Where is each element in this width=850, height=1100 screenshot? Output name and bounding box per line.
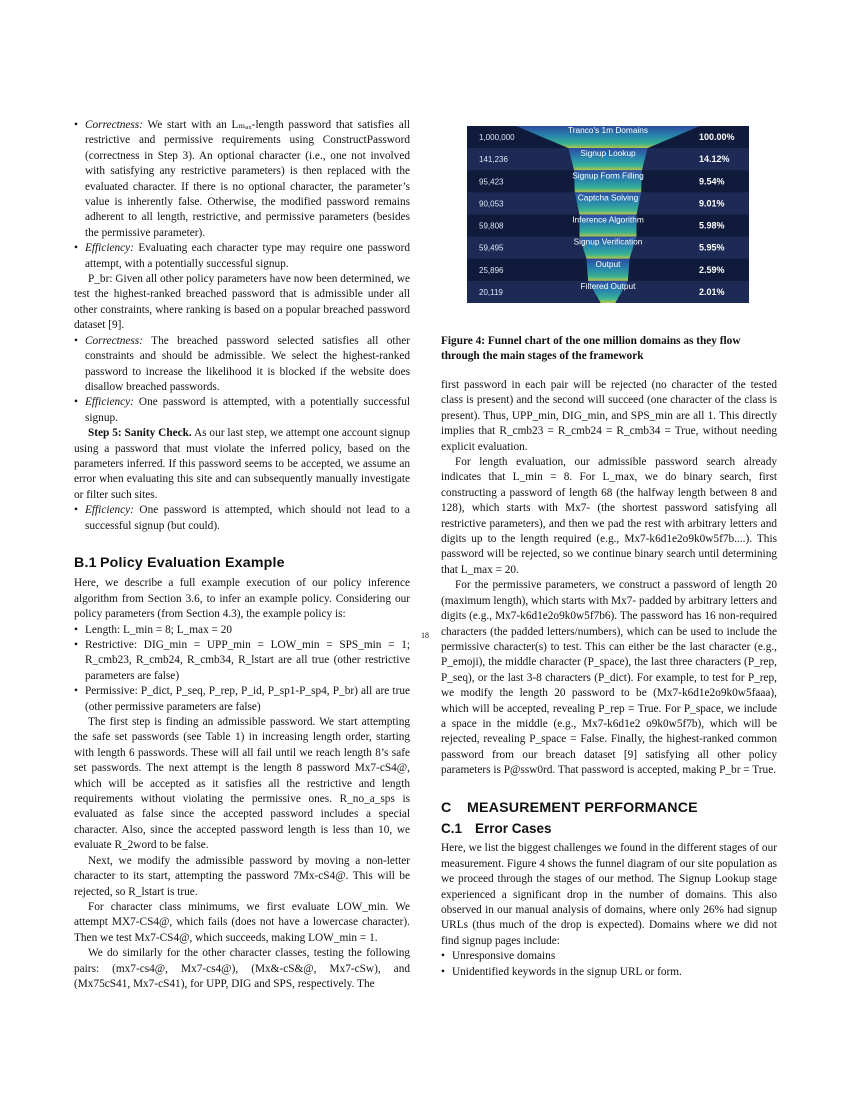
paragraph: Here, we describe a full example execution of our policy inference algorithm from Section 3.6, to infer an example policy. Considering our policy parameters (from Section 4.3), the example policy is: (74, 577, 410, 621)
funnel-chart-svg (467, 126, 749, 303)
section-heading: C MEASUREMENT PERFORMANCE (441, 799, 698, 816)
percent-label: 9.54% (699, 176, 725, 187)
subsection-heading: C.1 Error Cases (441, 820, 552, 836)
stage-label: Signup Verification (573, 236, 643, 247)
percent-label: 2.01% (699, 286, 725, 297)
paragraph: first password in each pair will be rejected (no character of the tested class is present) and the second will succeed (one character of the class is present). Thus, UPP_min, DIG_min, and SPS_min are all 1. This directly implies that R_cmb23 = R_cmb24 = R_cmb34 = True, without needing explicit evaluation. (441, 379, 777, 453)
list-item: • Efficiency: One password is attempted, with a potentially successful signup. (74, 395, 410, 426)
list-item: • Permissive: P_dict, P_seq, P_rep, P_id, P_sp1-P_sp4, P_br) all are true (other permissive parameters are false) (74, 684, 410, 715)
left-column (74, 118, 410, 992)
figure-caption: Figure 4: Funnel chart of the one million domains as they flow through the main stages of the framework (441, 335, 741, 363)
paragraph: Next, we modify the admissible password by moving a non-letter character to its start, attempting the password 7Mx-cS4@. This will be rejected, so R_lstart is true. (74, 854, 410, 898)
list-item: • Correctness: We start with an Lₘₐₓ-length password that satisfies all restrictive and permissive requirements using ConstructPassword (correctness in Step 3). An optional character (i.e., one not involved with satisfying any restrictive parameters) is then replaced with the evaluated character. If there is no optional character, the parameter’s value is inherently false. Otherwise, the modified password remains adherent to all length, restrictive, and permissive parameters (besides the permissive parameter). (74, 118, 410, 241)
percent-label: 9.01% (699, 198, 725, 209)
percent-label: 5.98% (699, 220, 725, 231)
count-label: 59,808 (479, 221, 504, 231)
paragraph: Here, we list the biggest challenges we found in the different stages of our measurement. Figure 4 shows the funnel diagram of our site population as we proceed through the stages of our method. The Signup Lookup stage experienced a significant drop in the number of domains. This also observed in our manual analysis of domains, where only 26% had signup URLs (thus much of the drop is expected). Domains where we did not find signup pages include: (441, 842, 777, 947)
count-label: 59,495 (479, 243, 504, 253)
list-item: • Unresponsive domains (441, 949, 777, 964)
stage-label: Captcha Solving (577, 192, 639, 203)
stage-label: Tranco's 1m Domains (567, 126, 649, 136)
percent-label: 5.95% (699, 242, 725, 253)
paragraph: For character class minimums, we first evaluate LOW_min. We attempt MX7-CS4@, which fails (does not have a lowercase character). Then we test Mx7-CS4@, which succeeds, making LOW_min = 1. (74, 900, 410, 944)
stage-label: Inference Algorithm (572, 214, 644, 225)
percent-label: 100.00% (699, 132, 735, 143)
stage-label: Signup Lookup (580, 148, 636, 159)
stage-label: Output (595, 258, 621, 269)
list-item: • Efficiency: One password is attempted, which should not lead to a successful signup (but could). (74, 503, 410, 534)
list-item: • Restrictive: DIG_min = UPP_min = LOW_min = SPS_min = 1; R_cmb23, R_cmb24, R_cmb34, R_lstart are all true (other restrictive parameters are false) (74, 638, 410, 684)
list-item: • Correctness: The breached password selected satisfies all other constraints and should be admissible. We select the highest-ranked password to increase the likelihood it is blocked if the website does disallow breached passwords. (74, 334, 410, 396)
section-heading: B.1 Policy Evaluation Example (74, 554, 285, 571)
paragraph: The first step is finding an admissible password. We start attempting the safe set passwords (see Table 1) in increasing length order, starting with length 6 passwords. These will all fail until we reach length 8’s safe set passwords. The next attempt is the length 8 password Mx7-cS4@, which will be accepted as it satisfies all the restrictive and length requirements without violating the permissive ones. R_no_a_sps is evaluated as false since the accepted password includes a special character. Also, since the accepted password length is less than 10, we evaluate R_2word to be false. (74, 716, 410, 852)
stage-label: Filtered Output (580, 280, 636, 291)
count-label: 141,236 (479, 155, 508, 165)
stage-label: Signup Form Filling (572, 170, 644, 181)
count-label: 90,053 (479, 199, 504, 209)
paragraph: For the permissive parameters, we construct a password of length 20 (maximum length), which starts with Mx7- padded by arbitrary letters and digits (e.g., Mx7-k6d1e2o9k0w5f7b6). The password has 16 non-required characters (the padded letters/numbers), which can be used to include the permissive character(s) to test. This can either be the last character (e.g., P_emoji), the middle character (P_space), the last three characters (P_rep, P_seq), or the last 3-8 characters (P_dict). For example, to test for P_rep, we modify the length 20 password to be (Mx7-k6d1e2o9k0w5faaa), which will be accepted, revealing P_rep = True. For P_space, we include a space in the middle (e.g., Mx7-k6d1e2 o9k0w5f7b), which will be rejected, revealing P_space = False. Finally, the highest-ranked common password from our breach dataset [9] satisfying all other policy parameters is P@ssw0rd. That password is accepted, making P_br = True. (441, 579, 777, 777)
count-label: 25,896 (479, 265, 504, 275)
paragraph: We do similarly for the other character classes, testing the following pairs: (mx7-cs4@, Mx7-cs4@), (Mx&-cS&@, Mx7-cSw), and (Mx75cS41, Mx7-cS41), for UPP, DIG and SPS, respectively. The (74, 947, 410, 990)
count-label: 1,000,000 (479, 133, 515, 143)
count-label: 20,119 (479, 287, 503, 297)
percent-label: 14.12% (699, 154, 730, 165)
list-item: • Efficiency: Evaluating each character type may require one password attempt, with a potentially successful signup. (74, 241, 410, 272)
percent-label: 2.59% (699, 264, 725, 275)
paragraph: For length evaluation, our admissible password search already indicates that L_min = 8. For L_max, we do binary search, first constructing a password of length 68 (the halfway length between 8 and 128), which starts with Mx7- (the shortest password satisfying all restrictive parameters), and then we pad the rest with arbitrary letters and digits up to the length required (e.g., Mx7-k6d1e2o9k0w5f7b....). This password will be rejected, so we continue binary search until determining that L_max = 20. (441, 456, 777, 576)
paragraph: Step 5: Sanity Check. As our last step, we attempt one account signup using a password that must violate the inferred policy, based on the parameters inferred. If this password seems to be accepted, we assume an error when evaluating this site and can subsequently manually investigate or filter such sites. (74, 427, 410, 501)
list-item: • Length: L_min = 8; L_max = 20 (74, 623, 410, 638)
list-item: • Unidentified keywords in the signup URL or form. (441, 965, 777, 980)
page-number: 18 (421, 631, 429, 640)
right-column (441, 378, 777, 980)
paragraph: P_br: Given all other policy parameters have now been determined, we test the highest-ranked breached password that is admissible under all other constraints, where ranking is based on a popular breached password dataset [9]. (74, 273, 410, 332)
funnel-chart (467, 126, 749, 303)
count-label: 95,423 (479, 177, 504, 187)
